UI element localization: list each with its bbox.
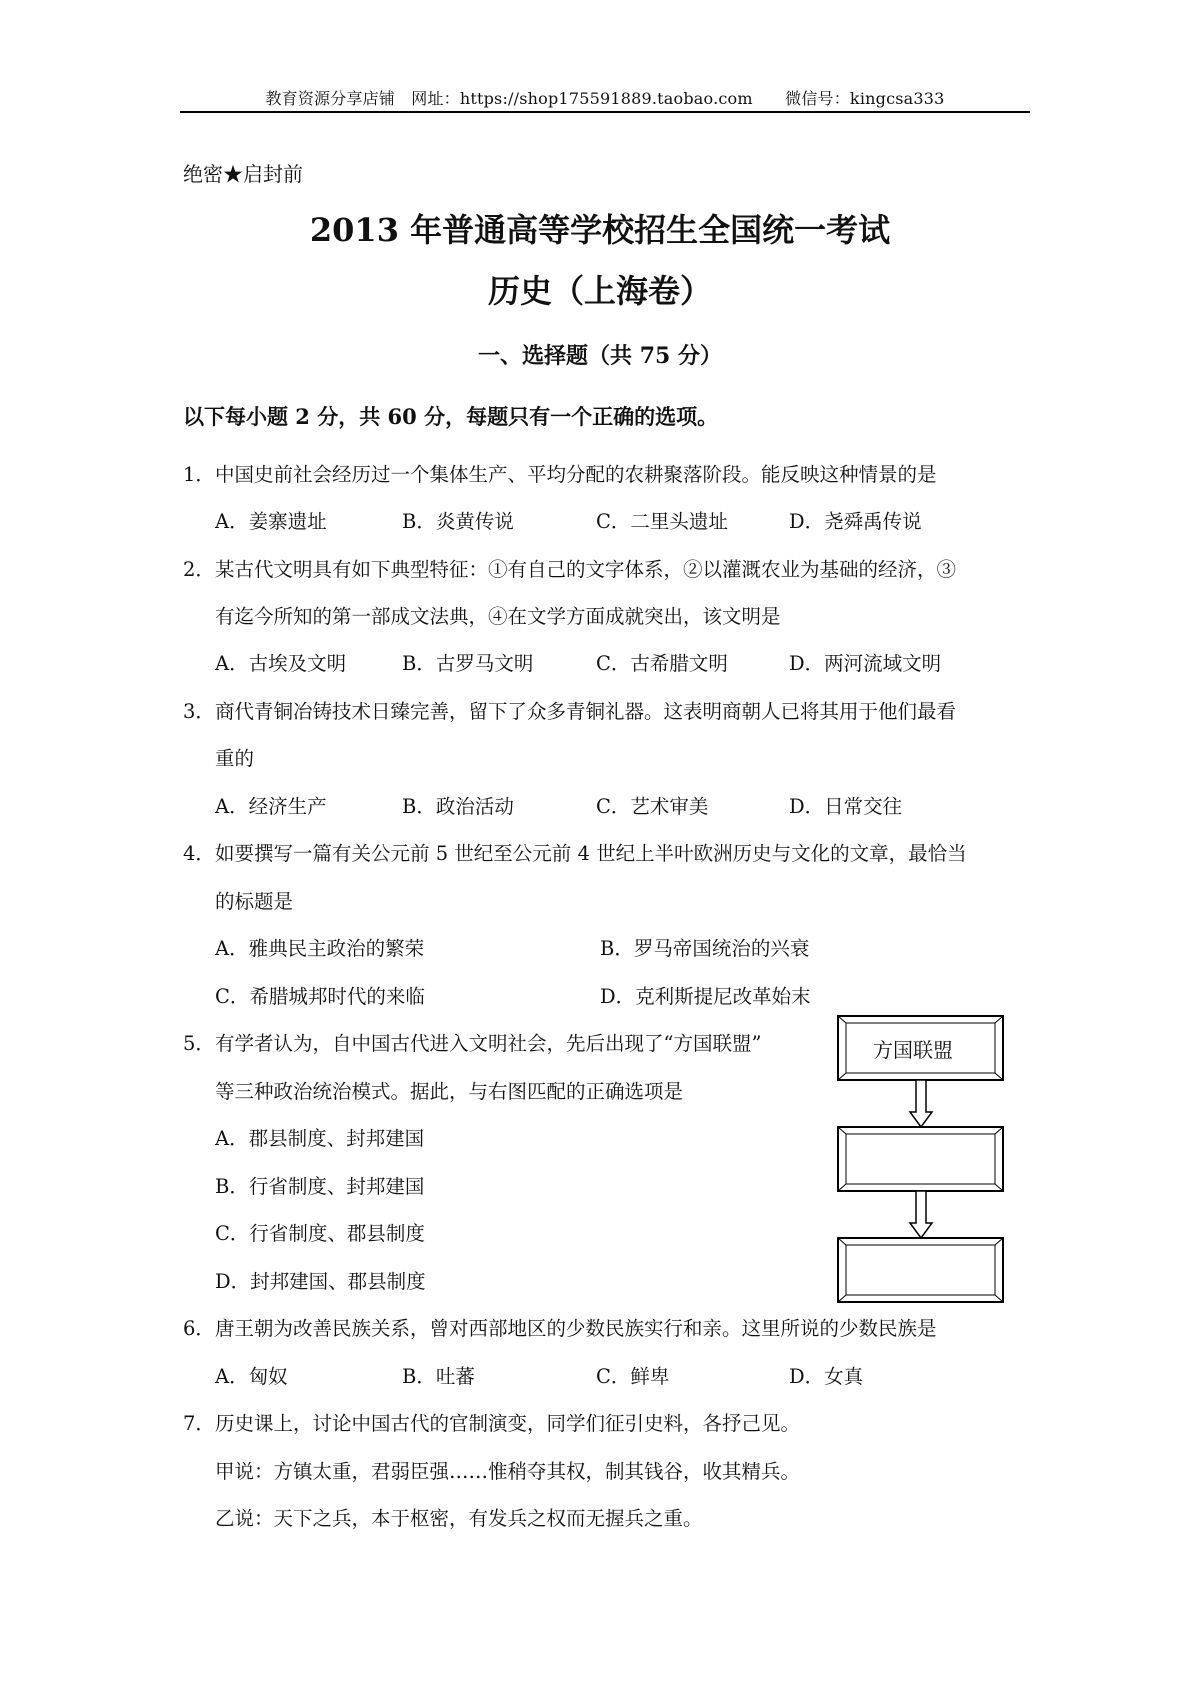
question-3-option-c: C．艺术审美 (596, 795, 709, 818)
question-2-number: 2． (183, 558, 215, 581)
question-6-number: 6． (183, 1317, 215, 1340)
question-3-number: 3． (183, 700, 215, 723)
question-7-statement-yi: 乙说：天下之兵，本于枢密，有发兵之权而无握兵之重。 (215, 1507, 703, 1530)
question-3-text-line2: 重的 (215, 747, 255, 770)
question-3-option-d: D．日常交往 (789, 795, 903, 818)
question-2-option-a: A．古埃及文明 (215, 652, 347, 675)
question-6-option-c: C．鲜卑 (596, 1365, 670, 1388)
question-1-number: 1． (183, 463, 215, 486)
question-6-text: 唐王朝为改善民族关系，曾对西部地区的少数民族实行和亲。这里所说的少数民族是 (215, 1317, 937, 1340)
question-5-number: 5． (183, 1032, 215, 1055)
question-3-text-line1: 商代青铜冶铸技术日臻完善，留下了众多青铜礼器。这表明商朝人已将其用于他们最看 (215, 700, 957, 723)
question-2-text-line2: 有迄今所知的第一部成文法典，④在文学方面成就突出，该文明是 (215, 605, 781, 628)
question-7-text: 历史课上，讨论中国古代的官制演变，同学们征引史料，各抒己见。 (215, 1412, 801, 1435)
question-3-option-b: B．政治活动 (402, 795, 514, 818)
question-1-option-c: C．二里头遗址 (596, 510, 728, 533)
flowchart-box-1-label: 方国联盟 (873, 1038, 953, 1062)
question-2-option-d: D．两河流域文明 (789, 652, 942, 675)
question-5-text-line2: 等三种政治统治模式。据此，与右图匹配的正确选项是 (215, 1080, 684, 1103)
question-1-text: 中国史前社会经历过一个集体生产、平均分配的农耕聚落阶段。能反映这种情景的是 (215, 463, 937, 486)
question-4-option-a: A．雅典民主政治的繁荣 (215, 937, 425, 960)
confidential-label: 绝密★启封前 (183, 162, 303, 186)
question-7-statement-jia: 甲说：方镇太重，君弱臣强……惟稍夺其权，制其钱谷，收其精兵。 (215, 1460, 801, 1483)
question-5-option-a: A．郡县制度、封邦建国 (215, 1127, 425, 1150)
question-2-option-c: C．古希腊文明 (596, 652, 728, 675)
section-title: 一、选择题（共 75 分） (478, 343, 722, 369)
question-4-text-line1: 如要撰写一篇有关公元前 5 世纪至公元前 4 世纪上半叶欧洲历史与文化的文章，最恰当 (215, 842, 967, 865)
question-5-option-c: C．行省制度、郡县制度 (215, 1222, 425, 1245)
question-1-option-b: B．炎黄传说 (402, 510, 514, 533)
question-4-option-c: C．希腊城邦时代的来临 (215, 985, 425, 1008)
question-3-option-a: A．经济生产 (215, 795, 327, 818)
question-6-option-b: B．吐蕃 (402, 1365, 475, 1388)
question-6-option-a: A．匈奴 (215, 1365, 288, 1388)
question-7-number: 7． (183, 1412, 215, 1435)
question-2-option-b: B．古罗马文明 (402, 652, 534, 675)
question-4-option-d: D．克利斯提尼改革始末 (600, 985, 811, 1008)
question-5-option-b: B．行省制度、封邦建国 (215, 1175, 425, 1198)
page-header: 教育资源分享店铺 网址：https://shop175591889.taobao.com 微信号：kingcsa333 (265, 89, 945, 108)
flowchart-box-2 (838, 1127, 1003, 1191)
question-5-text-line1: 有学者认为，自中国古代进入文明社会，先后出现了“方国联盟” (215, 1032, 762, 1055)
question-6-option-d: D．女真 (789, 1365, 864, 1388)
question-1-option-d: D．尧舜禹传说 (789, 510, 922, 533)
question-4-option-b: B．罗马帝国统治的兴衰 (600, 937, 810, 960)
question-2-text-line1: 某古代文明具有如下典型特征：①有自己的文字体系，②以灌溉农业为基础的经济，③ (215, 558, 957, 581)
question-5-option-d: D．封邦建国、郡县制度 (215, 1270, 426, 1293)
question-4-number: 4． (183, 842, 215, 865)
flowchart-arrow-1 (910, 1080, 932, 1127)
exam-subtitle: 历史（上海卷） (487, 272, 712, 310)
flowchart-box-3 (838, 1238, 1003, 1302)
question-4-text-line2: 的标题是 (215, 890, 294, 913)
section-instruction: 以下每小题 2 分，共 60 分，每题只有一个正确的选项。 (183, 404, 719, 429)
question-1-option-a: A．姜寨遗址 (215, 510, 327, 533)
exam-title: 2013 年普通高等学校招生全国统一考试 (309, 211, 891, 249)
flowchart-arrow-2 (910, 1191, 932, 1238)
